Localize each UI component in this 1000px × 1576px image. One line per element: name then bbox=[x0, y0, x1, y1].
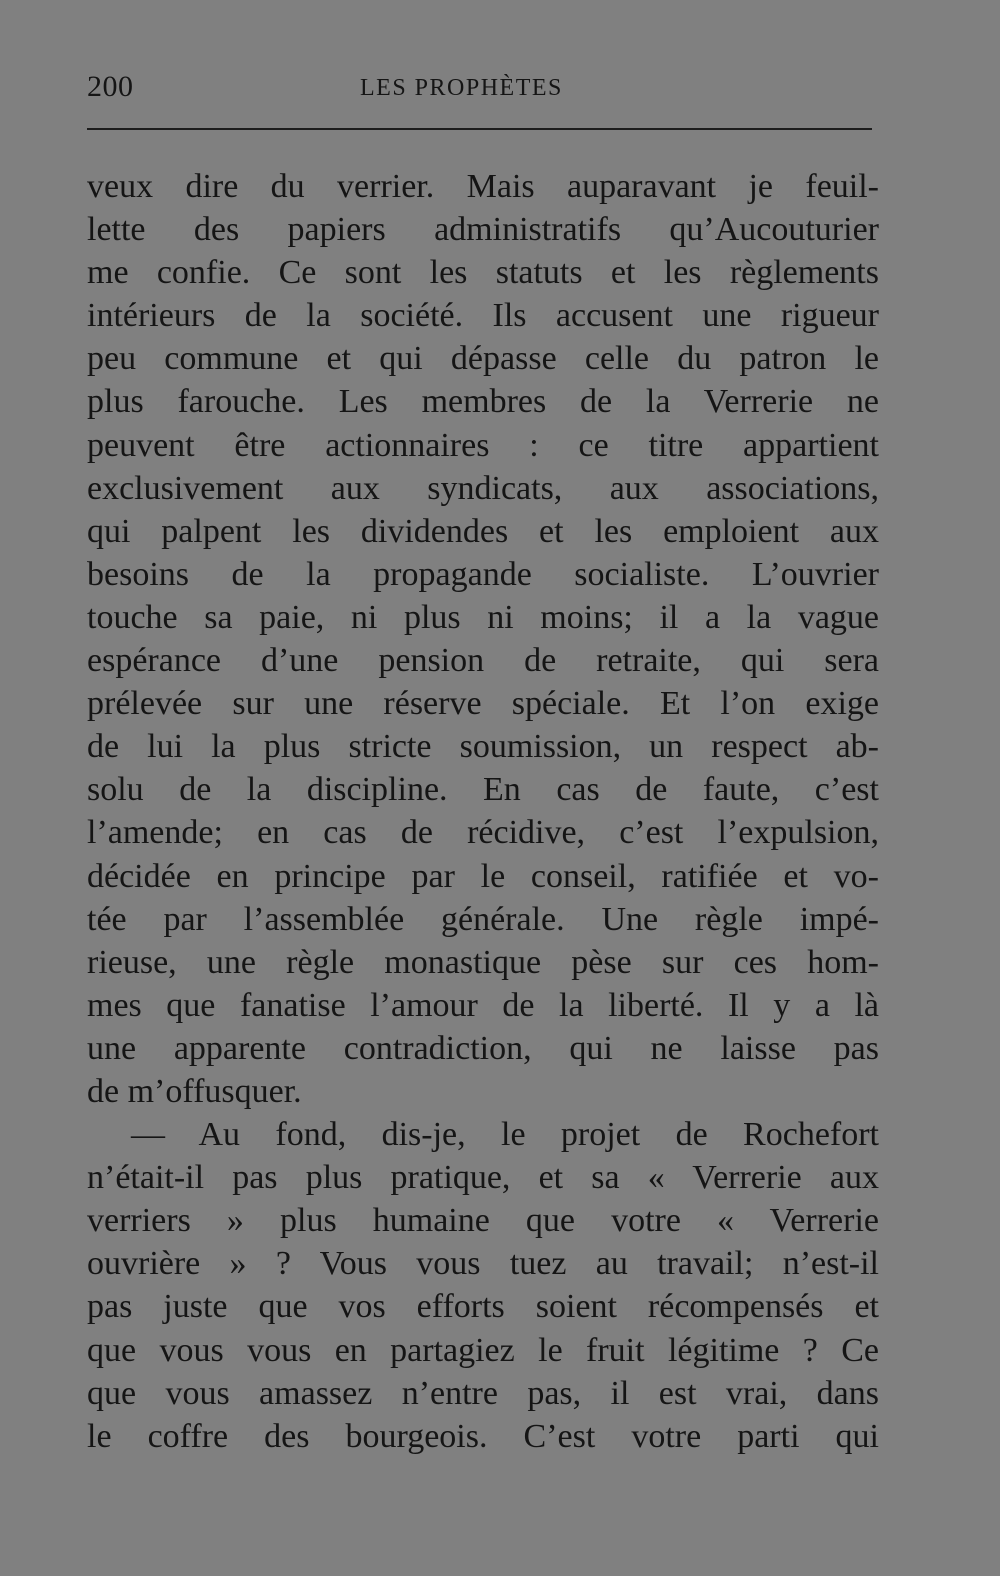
text-line: pas juste que vos efforts soient récompensés et bbox=[87, 1288, 879, 1326]
text-line: solu de la discipline. En cas de faute, c’est bbox=[87, 771, 879, 809]
text-line: lette des papiers administratifs qu’Aucouturier bbox=[87, 211, 879, 249]
text-line: espérance d’une pension de retraite, qui sera bbox=[87, 642, 879, 680]
text-line: rieuse, une règle monastique pèse sur ces hom- bbox=[87, 943, 879, 981]
text-line: me confie. Ce sont les statuts et les règlements bbox=[87, 254, 879, 292]
text-line: peu commune et qui dépasse celle du patron le bbox=[87, 340, 879, 378]
page-number: 200 bbox=[87, 70, 134, 103]
text-line: mes que fanatise l’amour de la liberté. Il y a là bbox=[87, 986, 879, 1024]
header-rule bbox=[87, 128, 872, 130]
text-line: l’amende; en cas de récidive, c’est l’expulsion, bbox=[87, 814, 879, 852]
text-line: plus farouche. Les membres de la Verrerie ne bbox=[87, 383, 879, 421]
paragraph-end-line: de m’offusquer. bbox=[87, 1072, 302, 1110]
text-line: verriers » plus humaine que votre « Verrerie bbox=[87, 1202, 879, 1240]
text-line: exclusivement aux syndicats, aux associations, bbox=[87, 469, 879, 507]
text-line: que vous amassez n’entre pas, il est vrai, dans bbox=[87, 1374, 879, 1412]
text-line: décidée en principe par le conseil, ratifiée et vo- bbox=[87, 857, 879, 895]
text-line: peuvent être actionnaires : ce titre appartient bbox=[87, 426, 879, 464]
text-line: besoins de la propagande socialiste. L’ouvrier bbox=[87, 555, 879, 593]
page-header bbox=[87, 70, 872, 110]
text-line: touche sa paie, ni plus ni moins; il a la vague bbox=[87, 598, 879, 636]
text-line: tée par l’assemblée générale. Une règle impé- bbox=[87, 900, 879, 938]
text-line: intérieurs de la société. Ils accusent une rigueur bbox=[87, 297, 879, 335]
text-line: une apparente contradiction, qui ne laisse pas bbox=[87, 1029, 879, 1067]
text-line: n’était-il pas plus pratique, et sa « Verrerie aux bbox=[87, 1159, 879, 1197]
body-text bbox=[87, 165, 879, 1458]
running-title: LES PROPHÈTES bbox=[360, 75, 563, 101]
text-line: de lui la plus stricte soumission, un respect ab- bbox=[87, 728, 879, 766]
text-line: que vous vous en partagiez le fruit légitime ? Ce bbox=[87, 1331, 879, 1369]
text-line: veux dire du verrier. Mais auparavant je feuil- bbox=[87, 168, 879, 205]
text-line: qui palpent les dividendes et les emploient aux bbox=[87, 512, 879, 550]
text-line: prélevée sur une réserve spéciale. Et l’on exige bbox=[87, 685, 879, 723]
dialogue-start-line: — Au fond, dis-je, le projet de Rochefort bbox=[131, 1116, 879, 1154]
text-line: ouvrière » ? Vous vous tuez au travail; n’est-il bbox=[87, 1245, 879, 1283]
text-line: le coffre des bourgeois. C’est votre parti qui bbox=[87, 1417, 879, 1455]
